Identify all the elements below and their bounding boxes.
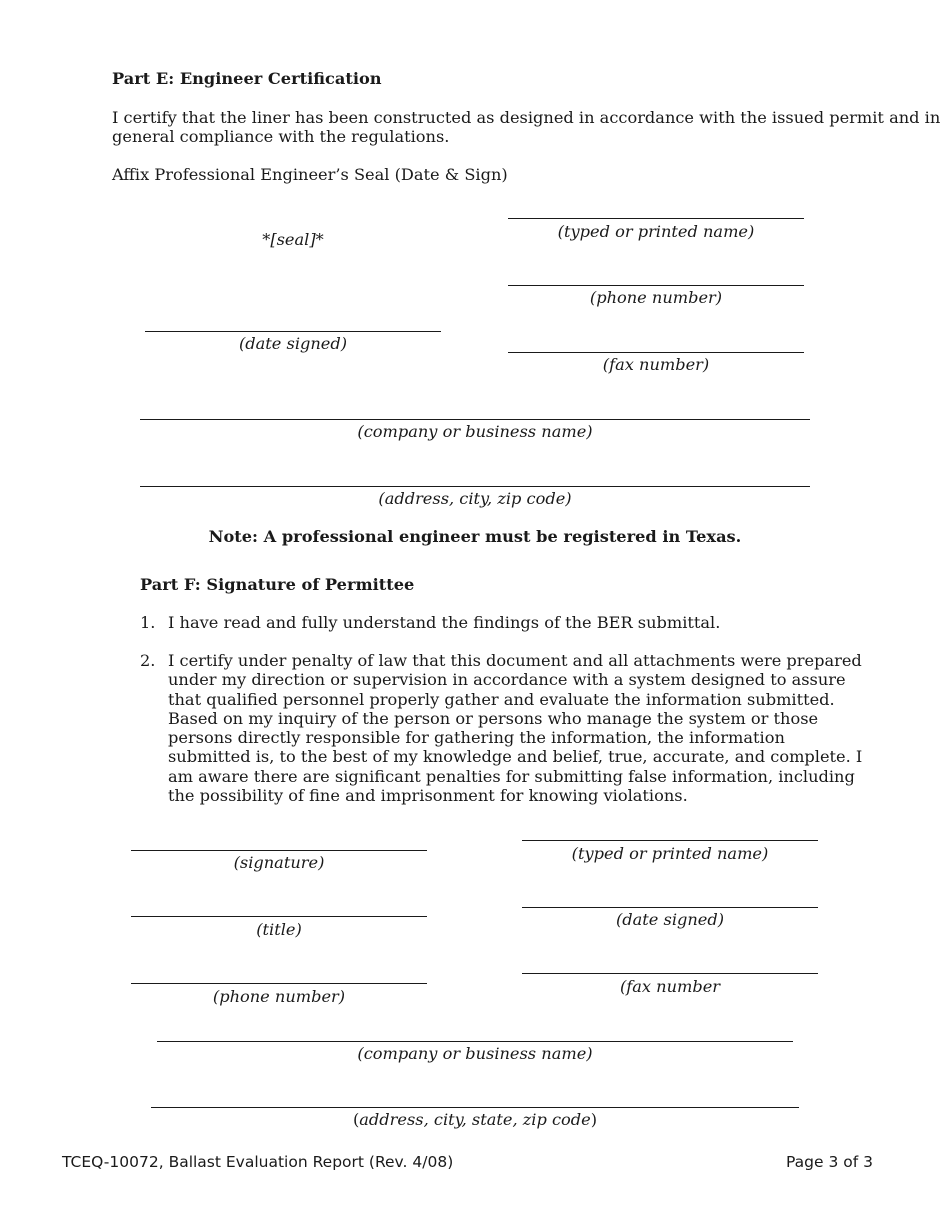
permittee-company-line[interactable] [157,1041,793,1042]
date-signed-line[interactable] [145,331,441,332]
permittee-date-signed-line[interactable] [522,907,818,908]
permittee-address-line[interactable] [151,1107,799,1108]
date-signed-caption: (date signed) [238,334,348,353]
footer-page-number: Page 3 of 3 [786,1153,873,1171]
part-e-heading: Part E: Engineer Certification [112,69,382,88]
part-f-heading: Part F: Signature of Permittee [140,575,415,594]
address-line[interactable] [140,486,810,487]
permittee-fax-line[interactable] [522,973,818,974]
texas-registration-note: Note: A professional engineer must be registered in Texas. [208,527,742,546]
title-caption: (title) [256,920,302,939]
phone-caption: (phone number) [589,288,723,307]
affix-seal-instruction: Affix Professional Engineer’s Seal (Date & Sign) [112,165,508,184]
fax-caption: (fax number) [602,355,710,374]
item-1-text: I have read and fully understand the findings of the BER submittal. [168,613,721,632]
permittee-date-signed-caption: (date signed) [615,910,725,929]
seal-placeholder: *[seal]* [262,230,324,249]
phone-line[interactable] [508,285,804,286]
signature-line[interactable] [131,850,427,851]
typed-name-caption: (typed or printed name) [557,222,755,241]
title-line[interactable] [131,916,427,917]
permittee-typed-name-caption: (typed or printed name) [571,844,769,863]
permittee-phone-line[interactable] [131,983,427,984]
fax-line[interactable] [508,352,804,353]
footer-form-id: TCEQ-10072, Ballast Evaluation Report (Rev. 4/08) [62,1153,454,1171]
permittee-typed-name-line[interactable] [522,840,818,841]
company-line[interactable] [140,419,810,420]
permittee-fax-caption: (fax number [619,977,721,996]
permittee-address-caption: (address, city, state, zip code) [352,1110,598,1129]
company-caption: (company or business name) [357,422,593,441]
item-1-number: 1. [140,613,156,632]
item-2-text: I certify under penalty of law that this document and all attachments were prepared under my direction or supervision in accordance with a system designed to assure that qualified personnel properly gather and evaluate the information submitted. Based on my inquiry of the person or persons who manage the system or those persons directly responsible for gathering the information, the information submitted is, to the best of my knowledge and belief, true, accurate, and complete. I am aware there are significant penalties for submitting false information, including the possibility of fine and imprisonment for knowing violations. [168,651,863,806]
permittee-company-caption: (company or business name) [357,1044,593,1063]
item-2-number: 2. [140,651,156,670]
certify-line-2: general compliance with the regulations. [112,127,450,146]
address-caption: (address, city, zip code) [378,489,572,508]
permittee-phone-caption: (phone number) [212,987,346,1006]
typed-name-line[interactable] [508,218,804,219]
certify-line-1: I certify that the liner has been constructed as designed in accordance with the issued permit and in [112,108,941,127]
signature-caption: (signature) [233,853,325,872]
